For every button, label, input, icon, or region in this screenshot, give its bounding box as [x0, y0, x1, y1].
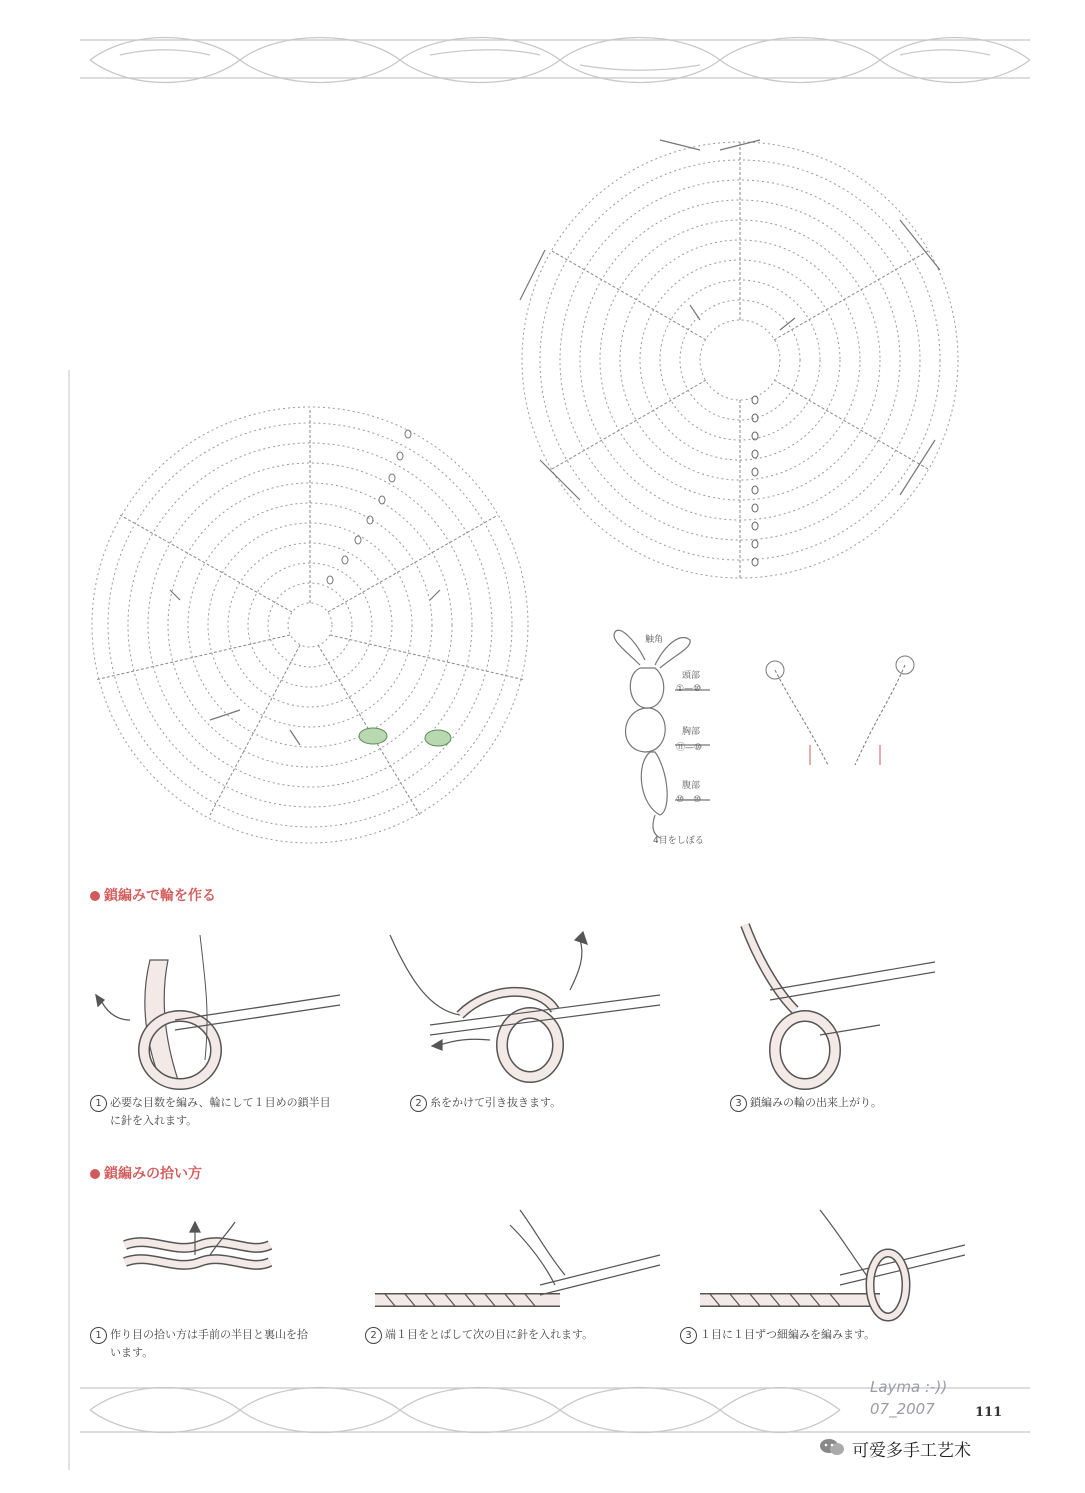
head-row-label: ①—⑩ [676, 684, 702, 694]
step-number-badge: 2 [365, 1327, 382, 1344]
section-heading-chain-pickup: 鎖編みの拾い方 [90, 1163, 202, 1183]
step1-caption-b: 1 作り目の拾い方は手前の半目と裏山を拾 います。 [90, 1326, 370, 1361]
watermark-text: 可爱多手工艺术 [852, 1441, 971, 1461]
chest-row-label: ⑪—⑩ [676, 743, 703, 753]
watermark-badge [818, 1436, 846, 1458]
step3-caption-a: 3 鎖編みの輪の出来上がり。 [730, 1094, 1010, 1112]
step3-caption-b: 3 １目に１目ずつ細編みを編みます。 [680, 1326, 980, 1344]
step-number-badge: 1 [90, 1327, 107, 1344]
head-label: 頭部 [682, 671, 701, 681]
signature-line2: 07_2007 [870, 1400, 935, 1418]
step2-caption-b: 2 端１目をとばして次の目に針を入れます。 [365, 1326, 665, 1344]
step-number-badge: 3 [680, 1327, 697, 1344]
step-number-badge: 1 [90, 1095, 107, 1112]
section-heading-chain-ring: 鎖編みで輪を作る [90, 885, 216, 905]
wechat-icon [818, 1436, 846, 1458]
step1-caption-a: 1 必要な目数を編み、輪にして１目めの鎖半目 に針を入れます。 [90, 1094, 370, 1129]
step-number-badge: 2 [410, 1095, 427, 1112]
signature-line1: Layma :-)) [870, 1378, 948, 1396]
chest-label: 胸部 [682, 727, 701, 737]
page-number: 111 [975, 1405, 1003, 1420]
abdomen-row-label: ⑩—⑩ [676, 795, 702, 805]
step2-caption-a: 2 糸をかけて引き抜きます。 [410, 1094, 690, 1112]
step-number-badge: 3 [730, 1095, 747, 1112]
abdomen-label: 腹部 [682, 781, 701, 791]
antenna-label: 触角 [645, 635, 664, 645]
tail-note: 4目をしぼる [653, 836, 704, 846]
